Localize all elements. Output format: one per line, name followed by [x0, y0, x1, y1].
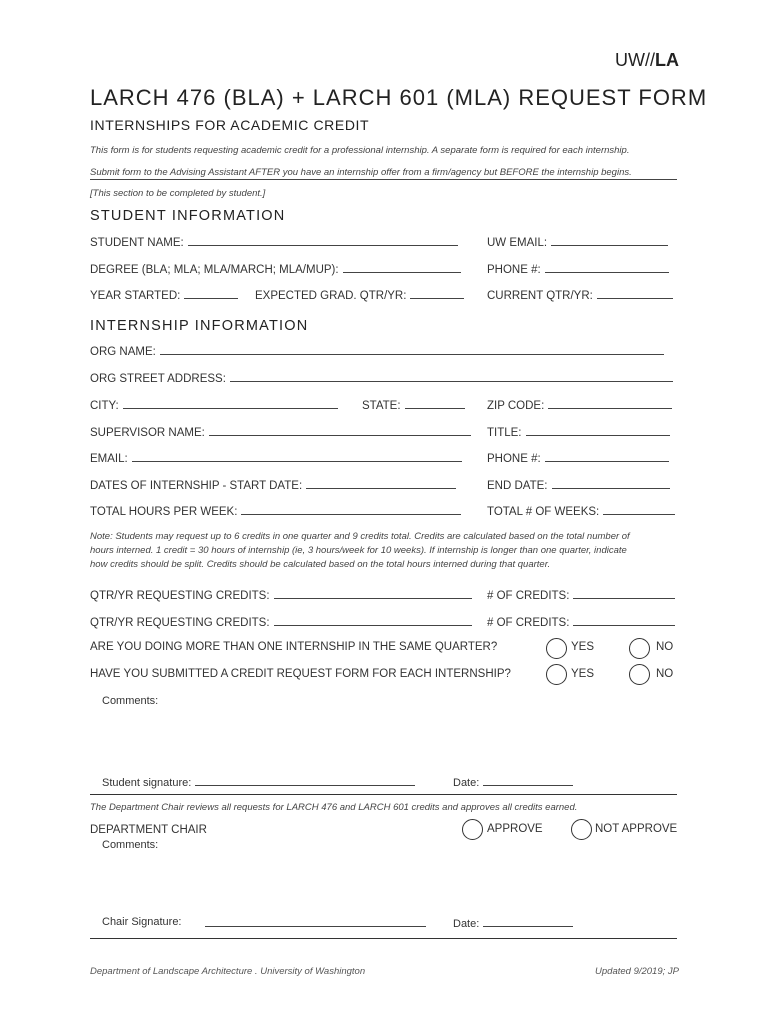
end-date-field[interactable]: END DATE:	[487, 478, 670, 492]
form-title: LARCH 476 (BLA) + LARCH 601 (MLA) REQUEST FORM	[90, 85, 708, 110]
expected-grad-field[interactable]: EXPECTED GRAD. QTR/YR:	[255, 288, 464, 302]
approve-label: APPROVE	[487, 823, 543, 835]
chair-signature-label: Chair Signature:	[102, 916, 182, 928]
year-started-field[interactable]: YEAR STARTED:	[90, 288, 238, 302]
q2-no-label: NO	[656, 668, 674, 680]
student-phone-field[interactable]: PHONE #:	[487, 262, 669, 276]
qtr-requesting-field-1[interactable]: QTR/YR REQUESTING CREDITS:	[90, 588, 472, 602]
internship-info-heading: INTERNSHIP INFORMATION	[90, 318, 309, 334]
chair-signature-line[interactable]	[205, 926, 426, 927]
q2-yes-radio[interactable]	[546, 664, 567, 685]
not-approve-radio[interactable]	[571, 819, 592, 840]
credit-note-line-1: Note: Students may request up to 6 credits in one quarter and 9 credits total. Credits are calculated based on the total number of	[90, 531, 630, 542]
student-comments-label: Comments:	[102, 695, 159, 707]
divider	[90, 938, 677, 939]
intro-line-1: This form is for students requesting academic credit for a professional internship. A separate form is required for each internship.	[90, 145, 630, 156]
chair-note: The Department Chair reviews all requests for LARCH 476 and LARCH 601 credits and approves all credits earned.	[90, 802, 578, 813]
approve-radio[interactable]	[462, 819, 483, 840]
supervisor-email-field[interactable]: EMAIL:	[90, 451, 462, 465]
current-qtr-field[interactable]: CURRENT QTR/YR:	[487, 288, 673, 302]
city-field[interactable]: CITY:	[90, 398, 338, 412]
total-weeks-field[interactable]: TOTAL # OF WEEKS:	[487, 504, 675, 518]
chair-comments-area[interactable]	[102, 856, 672, 906]
degree-field[interactable]: DEGREE (BLA; MLA; MLA/MARCH; MLA/MUP):	[90, 262, 461, 276]
q1-no-label: NO	[656, 641, 674, 653]
student-name-field[interactable]: STUDENT NAME:	[90, 235, 458, 249]
org-street-field[interactable]: ORG STREET ADDRESS:	[90, 371, 673, 385]
supervisor-name-field[interactable]: SUPERVISOR NAME:	[90, 425, 471, 439]
org-name-field[interactable]: ORG NAME:	[90, 344, 664, 358]
student-date-field[interactable]: Date:	[453, 775, 573, 789]
footer-department: Department of Landscape Architecture . University of Washington	[90, 966, 366, 977]
chair-date-field[interactable]: Date:	[453, 916, 573, 930]
num-credits-field-1[interactable]: # OF CREDITS:	[487, 588, 675, 602]
multiple-internship-question: ARE YOU DOING MORE THAN ONE INTERNSHIP IN THE SAME QUARTER?	[90, 641, 498, 653]
uw-email-field[interactable]: UW EMAIL:	[487, 235, 668, 249]
footer-updated: Updated 9/2019; JP	[595, 966, 679, 977]
credit-note-line-3: how credits should be split. Credits should be calculated based on the total hours interned during that quarter.	[90, 559, 551, 570]
supervisor-phone-field[interactable]: PHONE #:	[487, 451, 669, 465]
q1-yes-radio[interactable]	[546, 638, 567, 659]
zip-code-field[interactable]: ZIP CODE:	[487, 398, 672, 412]
q2-yes-label: YES	[571, 668, 595, 680]
q1-yes-label: YES	[571, 641, 595, 653]
student-comments-area[interactable]	[102, 712, 672, 767]
state-field[interactable]: STATE:	[362, 398, 465, 412]
qtr-requesting-field-2[interactable]: QTR/YR REQUESTING CREDITS:	[90, 615, 472, 629]
chair-comments-label: Comments:	[102, 839, 159, 851]
hours-per-week-field[interactable]: TOTAL HOURS PER WEEK:	[90, 504, 461, 518]
divider	[90, 794, 677, 795]
intro-line-2: Submit form to the Advising Assistant AFTER you have an internship offer from a firm/agency but BEFORE the internship begins.	[90, 167, 677, 180]
uwla-logo: UW//LA	[615, 50, 679, 70]
supervisor-title-field[interactable]: TITLE:	[487, 425, 670, 439]
q2-no-radio[interactable]	[629, 664, 650, 685]
student-info-heading: STUDENT INFORMATION	[90, 208, 286, 224]
intro-line-3: [This section to be completed by student.]	[90, 188, 266, 199]
department-chair-heading: DEPARTMENT CHAIR	[90, 824, 207, 836]
start-date-field[interactable]: DATES OF INTERNSHIP - START DATE:	[90, 478, 456, 492]
credit-note-line-2: hours interned. 1 credit = 30 hours of internship (ie, 3 hours/week for 10 weeks). If internship is longer than one quarter, indicate	[90, 545, 627, 556]
q1-no-radio[interactable]	[629, 638, 650, 659]
student-signature-field[interactable]: Student signature:	[102, 775, 415, 789]
not-approve-label: NOT APPROVE	[595, 823, 678, 835]
num-credits-field-2[interactable]: # OF CREDITS:	[487, 615, 675, 629]
credit-form-question: HAVE YOU SUBMITTED A CREDIT REQUEST FORM FOR EACH INTERNSHIP?	[90, 668, 511, 680]
form-subtitle: INTERNSHIPS FOR ACADEMIC CREDIT	[90, 117, 370, 133]
